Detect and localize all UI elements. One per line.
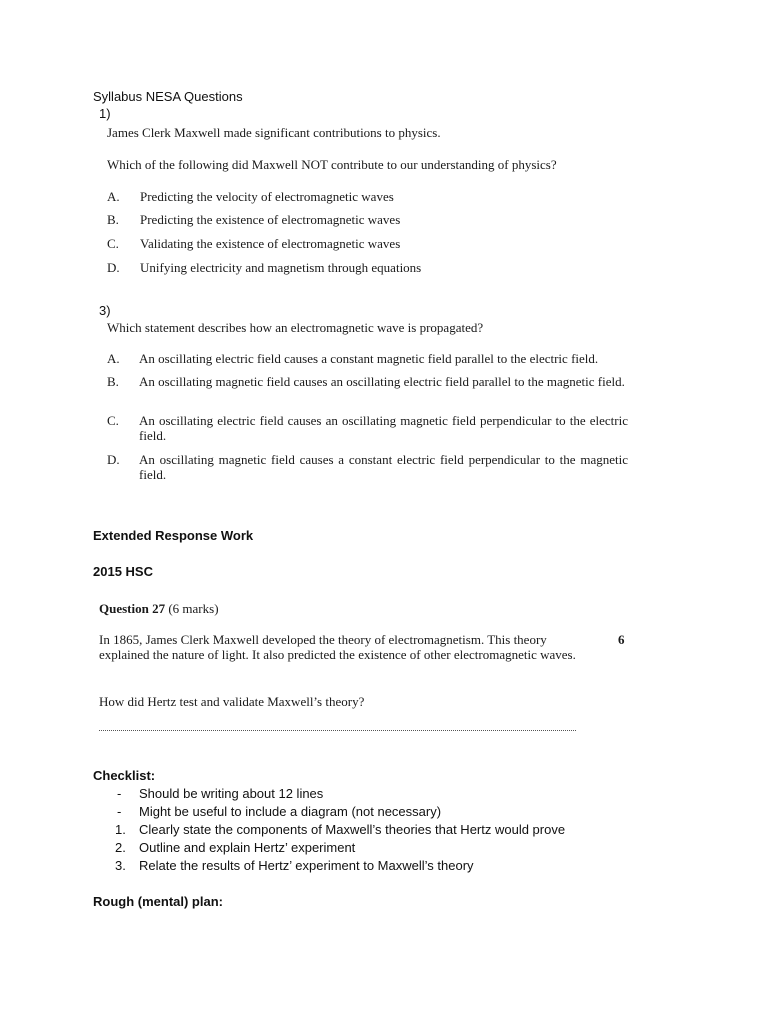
hsc-question-title: Question 27: [99, 601, 166, 616]
option-letter: D.: [107, 260, 120, 275]
option-text: Unifying electricity and magnetism through equations: [140, 260, 422, 275]
question-number-1: 1): [99, 106, 111, 121]
option-text: An oscillating electric field causes an oscillating magnetic field perpendicular to the electric field.: [139, 413, 628, 443]
question-1-stem: James Clerk Maxwell made significant contributions to physics.: [107, 125, 441, 140]
option-letter: C.: [107, 413, 119, 428]
option-letter: A.: [107, 351, 120, 366]
hsc-question-prompt: How did Hertz test and validate Maxwell’s theory?: [99, 694, 365, 709]
hsc-question-heading: [99, 601, 219, 617]
question-number-3: 3): [99, 303, 111, 318]
option-text: An oscillating magnetic field causes a constant electric field perpendicular to the magnetic field.: [139, 452, 628, 482]
plan-heading: Rough (mental) plan:: [93, 894, 223, 909]
hsc-question-marks: (6 marks): [168, 601, 219, 616]
checklist-text: Should be writing about 12 lines: [139, 786, 324, 801]
question-3-text: Which statement describes how an electromagnetic wave is propagated?: [107, 320, 484, 335]
answer-dotted-line: [99, 728, 576, 731]
checklist-marker: 1.: [115, 822, 126, 837]
option-letter: A.: [107, 189, 120, 204]
checklist-text: Clearly state the components of Maxwell’s theories that Hertz would prove: [139, 822, 566, 837]
option-text: Validating the existence of electromagnetic waves: [140, 236, 401, 251]
option-letter: B.: [107, 374, 119, 389]
checklist-text: Relate the results of Hertz’ experiment to Maxwell’s theory: [139, 858, 474, 873]
checklist-marker: -: [117, 804, 122, 819]
option-text: Predicting the existence of electromagnetic waves: [140, 212, 401, 227]
option-letter: C.: [107, 236, 119, 251]
section-subheading-hsc: 2015 HSC: [93, 564, 153, 579]
checklist-text: Outline and explain Hertz’ experiment: [139, 840, 356, 855]
section-heading-syllabus: Syllabus NESA Questions: [93, 89, 243, 104]
checklist-marker: -: [117, 786, 122, 801]
section-heading-extended: Extended Response Work: [93, 528, 254, 543]
question-1-text: Which of the following did Maxwell NOT contribute to our understanding of physics?: [107, 157, 557, 172]
option-letter: B.: [107, 212, 119, 227]
checklist-marker: 3.: [115, 858, 126, 873]
option-text: Predicting the velocity of electromagnetic waves: [140, 189, 394, 204]
option-text: An oscillating electric field causes a constant magnetic field parallel to the electric field.: [139, 351, 599, 366]
checklist-text: Might be useful to include a diagram (not necessary): [139, 804, 442, 819]
option-text: An oscillating magnetic field causes an oscillating electric field parallel to the magnetic field.: [139, 374, 625, 389]
hsc-question-body: In 1865, James Clerk Maxwell developed the theory of electromagnetism. This theory explained the nature of light. It also predicted the existence of other electromagnetic waves.: [99, 632, 576, 662]
option-letter: D.: [107, 452, 120, 467]
checklist-heading: Checklist:: [93, 768, 156, 783]
checklist-marker: 2.: [115, 840, 126, 855]
hsc-question-marks-margin: 6: [618, 632, 625, 647]
